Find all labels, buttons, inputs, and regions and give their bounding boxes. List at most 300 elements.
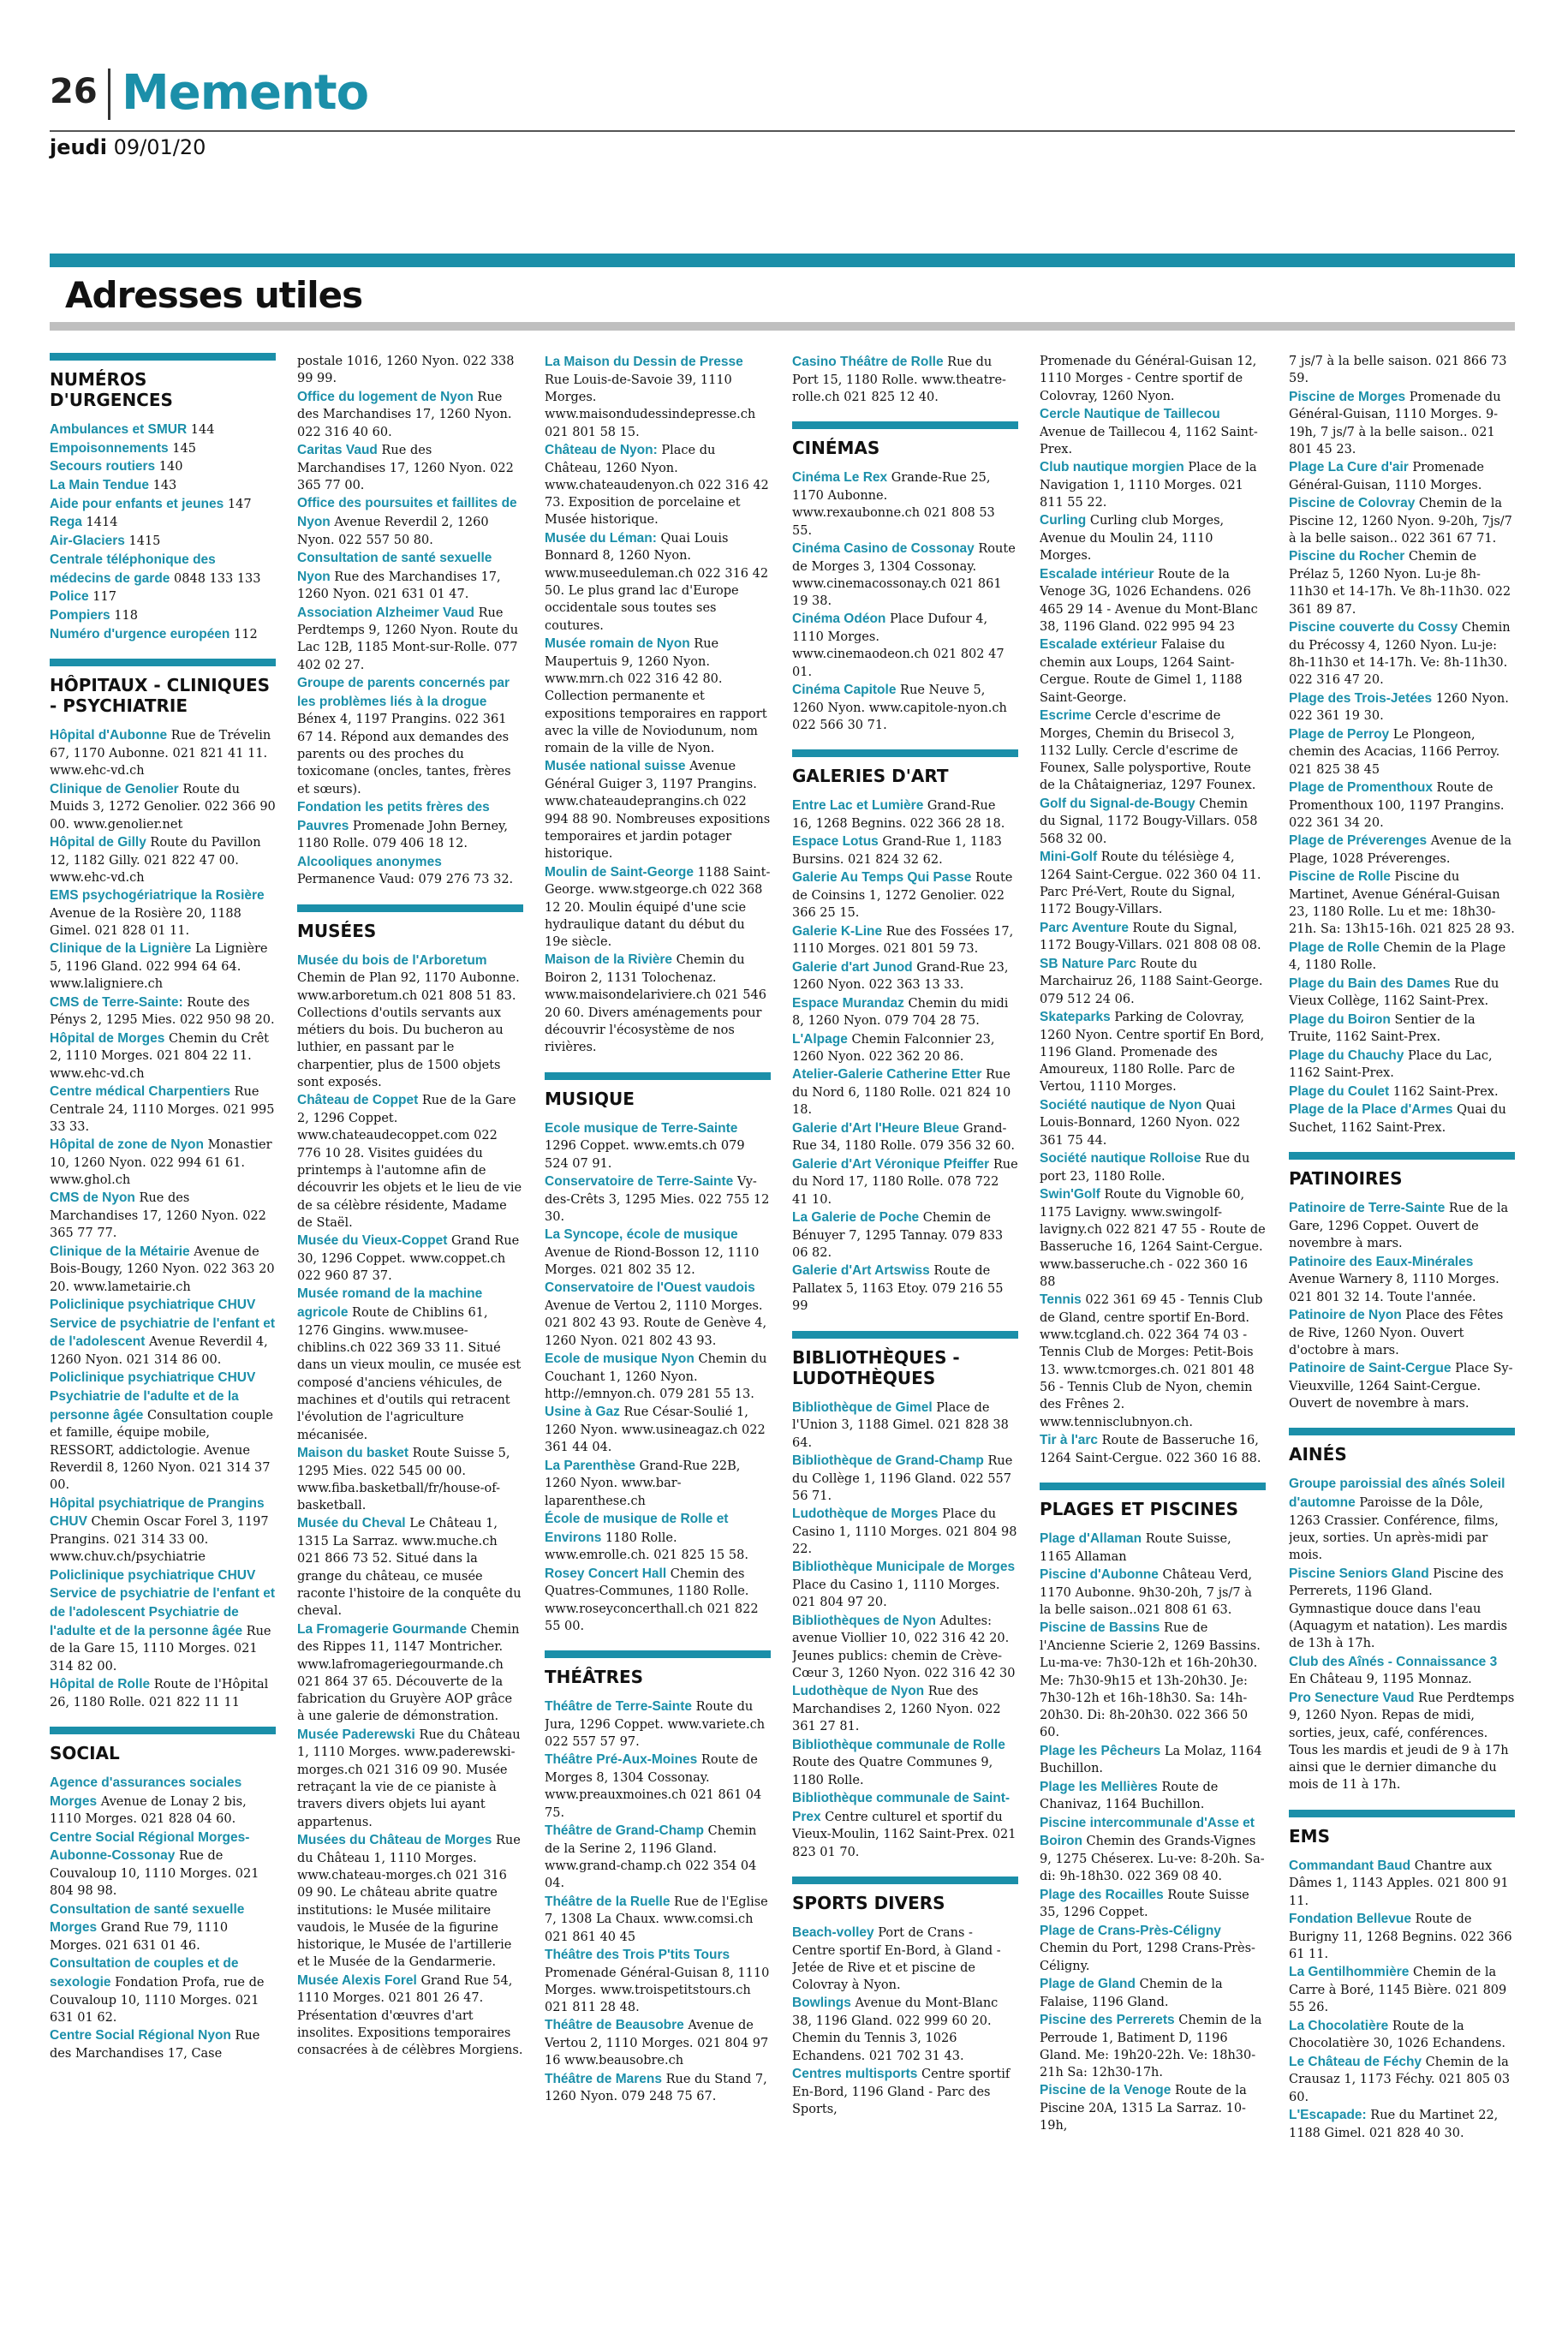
entry-details: Rue Neuve 5, 1260 Nyon. www.capitole-nyon.ch 022 566 30 71. xyxy=(792,683,1007,732)
listing-entry xyxy=(1289,1083,1515,1101)
listing-entry xyxy=(297,1726,523,1831)
entry-details: Chemin du Boiron 2, 1131 Tolochenaz. www.maisondelariviere.ch 021 546 20 60. Divers aménagements pour découvrir l'écosystème de nos rivières. xyxy=(545,953,766,1055)
entry-name: CMS de Terre-Sainte: xyxy=(50,994,183,1010)
entry-details: 145 xyxy=(168,441,196,456)
entry-name: Galerie d'Art l'Heure Bleue xyxy=(792,1120,960,1136)
column-5 xyxy=(1040,353,1266,2314)
listing-entry xyxy=(545,1119,771,1172)
entry-details: Avenue de Lonay 2 bis, 1110 Morges. 021 828 04 60. xyxy=(50,1794,247,1827)
column-4 xyxy=(792,353,1018,2314)
listing-entry xyxy=(545,1946,771,2017)
listing-entry xyxy=(545,1172,771,1226)
category-heading: NUMÉROS D'URGENCES xyxy=(50,353,276,410)
entry-name: SB Nature Parc xyxy=(1040,956,1136,971)
listing-entry xyxy=(792,1208,1018,1262)
listing-entry xyxy=(792,610,1018,681)
entry-details: Rue de la Gare 15, 1110 Morges. 021 314 82 00. xyxy=(50,1624,271,1674)
listing-entry xyxy=(50,1566,276,1675)
entry-name: Curling xyxy=(1040,513,1087,528)
entry-name: Société nautique Rolloise xyxy=(1040,1151,1201,1166)
listing-entry xyxy=(1289,1253,1515,1306)
entry-details: La Molaz, 1164 Buchillon. xyxy=(1040,1744,1262,1776)
entry-name: Swin'Golf xyxy=(1040,1187,1100,1202)
entry-details: Avenue de Riond-Bosson 12, 1110 Morges. 021 802 35 12. xyxy=(545,1245,760,1278)
entry-details: Route de Pallatex 5, 1163 Etoy. 079 216 55 99 xyxy=(792,1264,1004,1314)
header-divider xyxy=(108,69,110,120)
listing-entry xyxy=(297,549,523,604)
entry-name: Ambulances et SMUR xyxy=(50,422,188,437)
entry-details: Chemin de la Crausaz 1, 1173 Féchy. 021 805 03 60. xyxy=(1289,2055,1511,2104)
entry-name: Piscine de Morges xyxy=(1289,389,1406,404)
entry-name: Musée romain de Nyon xyxy=(545,635,690,651)
entry-name: Fondation les petits frères des Pauvres xyxy=(297,799,490,833)
entry-name: Plage les Mellières xyxy=(1040,1779,1158,1794)
entry-name: Bibliothèque de Grand-Champ xyxy=(792,1453,984,1468)
listing-entry xyxy=(792,1399,1018,1452)
entry-name: Hôpital psychiatrique de Prangins CHUV xyxy=(50,1495,265,1530)
listing-entry xyxy=(545,1565,771,1636)
entry-details: 0848 133 133 xyxy=(170,571,261,586)
issue-date xyxy=(50,135,206,159)
entry-details: Chantre aux Dâmes 1, 1143 Apples. 021 800 91 11. xyxy=(1289,1859,1509,1908)
entry-name: Club nautique morgien xyxy=(1040,460,1184,475)
entry-details: Rue des Marchandises 17, 1260 Nyon. 022 316 40 60. xyxy=(297,390,512,439)
entry-name: La Main Tendue xyxy=(50,478,149,493)
entry-name: Policlinique psychiatrique CHUV Service de psychiatrie de l'enfant et de l'adolescent Psychiatrie de l'adulte et de la personne âgée xyxy=(50,1567,275,1638)
entry-name: Caritas Vaud xyxy=(297,442,378,457)
listing-entry xyxy=(50,532,276,551)
entry-details: Rue du Nord 17, 1180 Rolle. 078 722 41 10. xyxy=(792,1157,1018,1207)
entry-details: Rue du Nord 6, 1180 Rolle. 021 824 10 18. xyxy=(792,1068,1011,1118)
listing-entry xyxy=(1289,547,1515,618)
listing-entry xyxy=(1040,458,1266,511)
entry-name: Cinéma Odéon xyxy=(792,612,886,627)
listing-entry xyxy=(1040,353,1266,405)
entry-details: Route de la Piscine 20A, 1315 La Sarraz. 10-19h, xyxy=(1040,2084,1247,2133)
listing-entry xyxy=(1289,1475,1515,1564)
entry-details: Rue du Vieux Collège, 1162 Saint-Prex. xyxy=(1289,976,1499,1009)
entry-name: Théâtre de Grand-Champ xyxy=(545,1823,705,1838)
entry-name: Conservatoire de l'Ouest vaudois xyxy=(545,1280,755,1296)
entry-details: Route de Coinsins 1, 1272 Genolier. 022 366 25 15. xyxy=(792,871,1013,921)
entry-name: Plage de Crans-Près-Céligny xyxy=(1040,1923,1221,1938)
entry-name: Rosey Concert Hall xyxy=(545,1566,667,1581)
entry-details: Grand-Rue 23, 1260 Nyon. 022 363 13 33. xyxy=(792,960,1009,993)
entry-name: Escrime xyxy=(1040,707,1092,723)
listing-entry xyxy=(545,1457,771,1510)
entry-name: Musée Alexis Forel xyxy=(297,1972,417,1988)
entry-name: Pro Senecture Vaud xyxy=(1289,1690,1415,1705)
entry-details: Grand-Rue 1, 1183 Bursins. 021 824 32 62. xyxy=(792,835,1002,867)
entry-name: Aide pour enfants et jeunes xyxy=(50,496,224,511)
listing-entry xyxy=(792,1065,1018,1119)
entry-name: Maison du basket xyxy=(297,1445,409,1460)
entry-name: Groupe paroissial des aînés Soleil d'automne xyxy=(1289,1477,1505,1511)
entry-name: Cinéma Capitole xyxy=(792,683,897,698)
entry-name: Centres multisports xyxy=(792,2066,918,2081)
listing-entry xyxy=(1040,1742,1266,1778)
entry-name: Rega xyxy=(50,515,82,530)
entry-details: Parking de Colovray, 1260 Nyon. Centre sportif En Bord, 1196 Gland. Promenade des Amoureux, 1180 Rolle. Parc de Vertou, 1110 Morges. xyxy=(1040,1010,1265,1095)
entry-name: Le Château de Féchy xyxy=(1289,2054,1422,2069)
listing-entry xyxy=(50,551,276,588)
entry-details: Cercle d'escrime de Morges, Chemin du Brisecol 3, 1132 Lully. Cercle d'escrime de Founex, Salle polysportive, Route de la Châtaigneriaz, 1297 Founex. xyxy=(1040,708,1256,793)
entry-details: Quai Louis-Bonnard, 1260 Nyon. 022 361 75 44. xyxy=(1040,1098,1241,1148)
entry-details: Route du Signal, 1172 Bougy-Villars. 021 808 08 08. xyxy=(1040,921,1261,953)
entry-name: Plage de Préverenges xyxy=(1289,833,1428,849)
entry-details: Promenade Général-Guisan, 1110 Morges. xyxy=(1289,461,1485,492)
category-heading: EMS xyxy=(1289,1810,1515,1847)
entry-name: Escalade extérieur xyxy=(1040,637,1158,653)
entry-name: Policlinique psychiatrique CHUV Service de psychiatrie de l'enfant et de l'adolescent xyxy=(50,1298,275,1350)
listing-entry xyxy=(792,681,1018,734)
entry-name: Secours routiers xyxy=(50,459,156,474)
entry-name: Escalade intérieur xyxy=(1040,566,1154,582)
listing-entry xyxy=(1289,1306,1515,1359)
listing-entry xyxy=(1040,405,1266,458)
listing-entry xyxy=(545,1226,771,1279)
listing-entry xyxy=(792,1736,1018,1789)
entry-details: Promenade John Berney, 1180 Rolle. 079 406 18 12. xyxy=(297,819,508,851)
entry-name: École de musique de Rolle et Environs xyxy=(545,1511,729,1545)
entry-details: Place du Château, 1260 Nyon. www.chateaudenyon.ch 022 316 42 73. Exposition de porcelaine et Musée historique. xyxy=(545,443,769,528)
listing-entry xyxy=(1289,388,1515,459)
category-heading: THÉÂTRES xyxy=(545,1650,771,1687)
entry-name: L'Escapade: xyxy=(1289,2107,1367,2122)
listing-entry xyxy=(792,1505,1018,1558)
entry-name: Musée Paderewski xyxy=(297,1727,415,1742)
entry-name: Atelier-Galerie Catherine Etter xyxy=(792,1067,982,1083)
listing-entry xyxy=(545,1279,771,1350)
entry-details: Route de Burigny 11, 1268 Begnins. 022 366 61 11. xyxy=(1289,1912,1512,1961)
entry-details: Chemin de Prélaz 5, 1260 Nyon. Lu-je 8h-11h30 et 14-17h. Ve 8h-11h30. 022 361 89 87. xyxy=(1289,550,1511,617)
entry-details: Avenue Reverdil 4, 1260 Nyon. 021 314 86 00. xyxy=(50,1335,268,1368)
listing-entry xyxy=(1040,1096,1266,1149)
listing-entry xyxy=(792,1452,1018,1505)
entry-details: 143 xyxy=(148,479,177,493)
entry-details: Rue des Marchandises 17, 1260 Nyon. 022 365 77 77. xyxy=(50,1191,266,1241)
listing-entry xyxy=(1289,1101,1515,1137)
entry-details: Route des Quatre Communes 9, 1180 Rolle. xyxy=(792,1756,993,1787)
entry-name: Musée romand de la machine agricole xyxy=(297,1286,483,1321)
entry-details: Chemin de la Perroude 1, Batiment D, 1196 Gland. Me: 19h20-22h. Ve: 18h30-21h Sa: 12h30-17h. xyxy=(1040,2013,1262,2080)
entry-details: Monastier 10, 1260 Nyon. 022 994 61 61. www.ghol.ch xyxy=(50,1138,272,1188)
entry-details: Piscine du Martinet, Avenue Général-Guisan 23, 1180 Rolle. Lu et me: 18h30-21h. Sa: 13h15-16h. 021 825 28 93. xyxy=(1289,870,1515,937)
listing-entry xyxy=(545,1510,771,1565)
entry-name: Galerie d'art Junod xyxy=(792,959,913,975)
listing-entry xyxy=(1289,494,1515,547)
listing-entry xyxy=(792,958,1018,994)
entry-details: Route de la Venoge 3G, 1026 Echandens. 026 465 29 14 - Avenue du Mont-Blanc 38, 1196 Gland. 022 995 94 23 xyxy=(1040,567,1258,635)
entry-name: Piscine Seniors Gland xyxy=(1289,1566,1429,1581)
listing-entry xyxy=(792,1558,1018,1611)
listing-entry xyxy=(792,1030,1018,1066)
entry-details: Route Suisse, 1165 Allaman xyxy=(1040,1531,1231,1564)
entry-name: La Syncope, école de musique xyxy=(545,1227,738,1243)
listing-entry xyxy=(545,1893,771,1946)
listing-entry xyxy=(297,1514,523,1620)
listing-entry xyxy=(297,494,523,549)
entry-details: Chemin de la Serine 2, 1196 Gland. www.grand-champ.ch 022 354 04 04. xyxy=(545,1823,757,1891)
entry-details: Route de Chanivaz, 1164 Buchillon. xyxy=(1040,1780,1219,1812)
entry-details: Promenade Général-Guisan 8, 1110 Morges. www.troispetitstours.ch 021 811 28 48. xyxy=(545,1966,770,2015)
entry-details: Place du Lac, 1162 Saint-Prex. xyxy=(1289,1048,1493,1081)
entry-name: Patinoire de Terre-Sainte xyxy=(1289,1201,1446,1216)
entry-details: Rue Maupertuis 9, 1260 Nyon. www.mrn.ch 022 316 42 80. Collection permanente et expositions temporaires en rapport avec la ville de Noviodunum, nom romain de la ville de Nyon. xyxy=(545,636,767,756)
listing-entry xyxy=(1040,1530,1266,1566)
listing-entry xyxy=(1289,1565,1515,1653)
issue-date-value: 09/01/20 xyxy=(113,135,206,159)
entry-name: Théâtre de la Ruelle xyxy=(545,1894,671,1909)
listing-entry xyxy=(1040,955,1266,1008)
entry-name: Château de Coppet xyxy=(297,1093,419,1108)
listing-entry xyxy=(50,421,276,439)
listing-entry xyxy=(1289,353,1515,388)
entry-name: Musée du Vieux-Coppet xyxy=(297,1233,448,1249)
listing-entry xyxy=(1289,458,1515,494)
entry-name: Théâtre de Marens xyxy=(545,2071,662,2086)
entry-name: Piscine de Colovray xyxy=(1289,496,1416,511)
listing-entry xyxy=(792,1924,1018,1995)
listing-entry xyxy=(50,726,276,779)
entry-name: Espace Murandaz xyxy=(792,995,904,1011)
listing-entry xyxy=(50,439,276,458)
entry-details: Promenade du Général-Guisan 12, 1110 Morges - Centre sportif de Colovray, 1260 Nyon. xyxy=(1040,355,1257,403)
entry-details: Rue César-Soulié 1, 1260 Nyon. www.usineagaz.ch 022 361 44 04. xyxy=(545,1405,766,1455)
entry-details: Chemin du Couchant 1, 1260 Nyon. http://emnyon.ch. 079 281 55 13. xyxy=(545,1352,767,1402)
entry-details: Grand-Rue 22B, 1260 Nyon. www.bar-laparenthese.ch xyxy=(545,1459,741,1508)
entry-details: Rue des Marchandises 17, 1260 Nyon. 021 631 01 47. xyxy=(297,570,501,602)
entry-name: Château de Nyon: xyxy=(545,442,658,457)
entry-details: Place des Fêtes de Rive, 1260 Nyon. Ouvert d'octobre à mars. xyxy=(1289,1308,1504,1357)
entry-details: Rue du Stand 7, 1260 Nyon. 079 248 75 67. xyxy=(545,2072,767,2104)
entry-details: Grand-Rue 16, 1268 Begnins. 022 366 28 18. xyxy=(792,799,1005,831)
entry-details: 1414 xyxy=(81,516,118,530)
listing-entry xyxy=(1289,725,1515,779)
listing-entry xyxy=(1289,2017,1515,2053)
page-number: 26 xyxy=(50,72,98,111)
entry-details: Route du Marchairuz 26, 1188 Saint-George. 079 512 24 06. xyxy=(1040,957,1263,1006)
entry-details: Chemin de la Falaise, 1196 Gland. xyxy=(1040,1977,1223,2009)
entry-name: La Parenthèse xyxy=(545,1458,635,1473)
entry-name: Bibliothèque communale de Saint-Prex xyxy=(792,1790,1011,1824)
entry-details: Rue de Trévelin 67, 1170 Aubonne. 021 821 41 11. www.ehc-vd.ch xyxy=(50,729,271,779)
listing-entry xyxy=(1289,779,1515,832)
entry-details: Grand Rue 30, 1296 Coppet. www.coppet.ch 022 960 87 37. xyxy=(297,1234,520,1284)
entry-details: Place Dufour 4, 1110 Morges. www.cinemaodeon.ch 021 802 47 01. xyxy=(792,612,1005,679)
category-heading: PATINOIRES xyxy=(1289,1152,1515,1189)
entry-name: Piscine intercommunale d'Asse et Boiron xyxy=(1040,1815,1255,1849)
entry-name: Plage de la Place d'Armes xyxy=(1289,1102,1453,1118)
entry-details: Rue du Martinet 22, 1188 Gimel. 021 828 40 30. xyxy=(1289,2108,1499,2140)
entry-details: Chemin du Port, 1298 Crans-Près-Céligny. xyxy=(1040,1942,1255,1973)
entry-details: Vy-des-Crêts 3, 1295 Mies. 022 755 12 30. xyxy=(545,1174,770,1224)
entry-name: Plage du Chauchy xyxy=(1289,1047,1404,1063)
entry-name: Agence d'assurances sociales Morges xyxy=(50,1775,242,1809)
column-1 xyxy=(50,353,276,2314)
listing-entry xyxy=(792,2065,1018,2118)
entry-details: Chemin de Plan 92, 1170 Aubonne. www.arboretum.ch 021 808 51 83. Collections d'outils servants aux métiers du bois. Du bucheron au luthier, en passant par le charpentier, plus de 1500 objets sont exposés. xyxy=(297,971,520,1090)
category-heading: SOCIAL xyxy=(50,1727,276,1763)
entry-name: Fondation Bellevue xyxy=(1289,1912,1411,1927)
entry-details: Place du Casino 1, 1110 Morges. 021 804 97 20. xyxy=(792,1578,1000,1610)
entry-details: Port de Crans - Centre sportif En-Bord, à Gland - Jetée de Rive et et piscine de Colovray à Nyon. xyxy=(792,1925,1001,1993)
entry-details: Château Verd, 1170 Aubonne. 9h30-20h, 7 js/7 à la belle saison..021 808 61 63. xyxy=(1040,1567,1253,1617)
entry-details: Chemin de la Plage 4, 1180 Rolle. xyxy=(1289,940,1506,973)
entry-details: 147 xyxy=(224,497,252,511)
entry-name: La Fromagerie Gourmande xyxy=(297,1621,468,1637)
entry-details: Rue du Château 1, 1110 Morges. www.paderewski-morges.ch 021 316 09 90. Musée retraçant la vie de ce pianiste à travers divers objets lui ayant appartenus. xyxy=(297,1727,521,1829)
entry-details: Rue de la Gare, 1296 Coppet. Ouvert de novembre à mars. xyxy=(1289,1202,1509,1251)
entry-details: Rue des Fossées 17, 1110 Morges. 021 801 59 73. xyxy=(792,924,1014,957)
entry-details: Permanence Vaud: 079 276 73 32. xyxy=(297,873,514,887)
entry-name: Entre Lac et Lumière xyxy=(792,798,924,814)
listing-entry xyxy=(1040,2081,1266,2134)
listing-entry xyxy=(50,886,276,940)
entry-name: Commandant Baud xyxy=(1289,1858,1411,1873)
entry-name: Hôpital d'Aubonne xyxy=(50,728,168,743)
listing-entry xyxy=(297,604,523,675)
entry-details: Route de l'Hôpital 26, 1180 Rolle. 021 822 11 11 xyxy=(50,1677,269,1709)
listing-entry xyxy=(50,1774,276,1829)
category-heading: MUSÉES xyxy=(297,904,523,941)
listing-entry xyxy=(50,1083,276,1136)
header-rule xyxy=(50,130,1515,132)
listing-entry xyxy=(1040,1149,1266,1185)
entry-name: Hôpital de Rolle xyxy=(50,1676,151,1692)
listing-entry xyxy=(545,1698,771,1751)
entry-details: Avenue du Mont-Blanc 38, 1196 Gland. 022 999 60 20. Chemin du Tennis 3, 1026 Echandens. 021 702 31 43. xyxy=(792,1996,999,2063)
entry-details: Rue de l'Ancienne Scierie 2, 1269 Bassins. Lu-ma-ve: 7h30-12h et 16h-20h30. Me: 7h30-9h15 et 13h-20h30. Je: 7h30-12h et 16h-18h30. Sa: 14h-20h30. Di: 8h-20h30. 022 366 50 60. xyxy=(1040,1621,1261,1740)
entry-details: Rue du Collège 1, 1196 Gland. 022 557 56 71. xyxy=(792,1453,1013,1503)
entry-details: Centre sportif En-Bord, 1196 Gland - Parc des Sports, xyxy=(792,2067,1011,2116)
entry-name: Bibliothèque Municipale de Morges xyxy=(792,1560,1016,1575)
entry-details: 1415 xyxy=(124,534,161,549)
entry-name: Maison de la Rivière xyxy=(545,952,673,968)
column-2 xyxy=(297,353,523,2314)
entry-details: 7 js/7 à la belle saison. 021 866 73 59. xyxy=(1289,355,1507,386)
listing-entry xyxy=(297,1620,523,1726)
listing-entry xyxy=(1040,707,1266,795)
entry-details: Chemin de Bénuyer 7, 1295 Tannay. 079 833 06 82. xyxy=(792,1211,1004,1261)
entry-name: Espace Lotus xyxy=(792,834,879,850)
listing-entry xyxy=(297,388,523,441)
listing-entry xyxy=(297,1091,523,1232)
listing-entry xyxy=(50,606,276,625)
entry-name: Théâtre Pré-Aux-Moines xyxy=(545,1752,698,1768)
entry-details: 1162 Saint-Prex. xyxy=(1389,1084,1499,1099)
entry-name: Galerie d'Art Véronique Pfeiffer xyxy=(792,1156,990,1172)
listing-entry xyxy=(297,798,523,853)
entry-name: Piscine de Rolle xyxy=(1289,869,1391,885)
entry-details: Route du Vignoble 60, 1175 Lavigny. www.swingolf-lavigny.ch 022 821 47 55 - Route de Basseruche 16, 1264 Saint-Cergue. www.basseruche.ch - 022 360 16 88 xyxy=(1040,1188,1266,1289)
listing-entry xyxy=(1289,689,1515,725)
entry-details: Route de Morges 3, 1304 Cossonay. www.cinemacossonay.ch 021 861 19 38. xyxy=(792,541,1016,609)
entry-name: Skateparks xyxy=(1040,1009,1111,1024)
entry-details: Avenue de Vertou 2, 1110 Morges. 021 802 43 93. Route de Genève 4, 1260 Nyon. 021 802 43 93. xyxy=(545,1299,767,1348)
entry-details: Promenade du Général-Guisan, 1110 Morges. 9-19h, 7 js/7 à la belle saison.. 021 801 45 23. xyxy=(1289,390,1501,456)
listing-entry xyxy=(50,457,276,476)
entry-name: Ludothèque de Morges xyxy=(792,1507,939,1522)
entry-name: Cercle Nautique de Taillecou xyxy=(1040,406,1220,421)
entry-details: 1296 Coppet. www.emts.ch 079 524 07 91. xyxy=(545,1139,745,1171)
listing-entry xyxy=(1040,565,1266,636)
listing-entry xyxy=(545,1751,771,1822)
entry-name: Empoisonnements xyxy=(50,440,169,456)
listing-entry xyxy=(50,476,276,495)
listing-entry xyxy=(1289,868,1515,939)
entry-details: Route du Jura, 1296 Coppet. www.varietе.ch 022 557 57 97. xyxy=(545,1700,766,1750)
entry-details: Rue de la Gare 2, 1296 Coppet. www.chateaudecoppet.com 022 776 10 28. Visites guidées du printemps à l'automne afin de découvrir les objets et le lieu de vie de sa célèbre résidente, Madame de Staël. xyxy=(297,1094,522,1230)
listing-entry xyxy=(792,540,1018,611)
entry-name: Patinoire de Saint-Cergue xyxy=(1289,1361,1452,1376)
entry-details: Avenue Reverdil 2, 1260 Nyon. 022 557 50 80. xyxy=(297,515,489,547)
entry-name: Policlinique psychiatrique CHUV Psychiatrie de l'adulte et de la personne âgée xyxy=(50,1370,256,1423)
entry-name: Golf du Signal-de-Bougy xyxy=(1040,796,1195,811)
entry-details: Route de la Chocolatière 30, 1026 Echandens. xyxy=(1289,2019,1505,2051)
entry-details: 112 xyxy=(230,627,258,641)
listing-entry xyxy=(297,1285,523,1443)
listing-entry xyxy=(50,993,276,1029)
entry-name: Air-Glaciers xyxy=(50,534,125,549)
listing-entry xyxy=(50,1829,276,1900)
entry-details: Rue Centrale 24, 1110 Morges. 021 995 33 33. xyxy=(50,1084,275,1134)
entry-details: Paroisse de la Dôle, 1263 Crassier. Conférence, films, jeux, sorties. Un après-midi par mois. xyxy=(1289,1496,1499,1563)
entry-details: Fondation Profa, rue de Couvaloup 10, 1110 Morges. 021 631 01 62. xyxy=(50,1975,265,2025)
entry-details: Route des Pénys 2, 1295 Mies. 022 950 98 20. xyxy=(50,995,275,1028)
listing-entry xyxy=(50,1954,276,2026)
section-band-bottom xyxy=(50,322,1515,331)
entry-details: Quai du Suchet, 1162 Saint-Prex. xyxy=(1289,1103,1506,1136)
listing-entry xyxy=(50,1900,276,1955)
entry-name: Piscine couverte du Cossy xyxy=(1289,620,1458,635)
entry-details: Chemin de la Piscine 12, 1260 Nyon. 9-20h, 7js/7 à la belle saison.. 022 361 67 71. xyxy=(1289,497,1512,546)
entry-name: Groupe de parents concernés par les problèmes liés à la drogue xyxy=(297,676,510,709)
entry-name: Musée du Cheval xyxy=(297,1516,406,1531)
listing-entry xyxy=(792,1612,1018,1683)
entry-name: Piscine du Rocher xyxy=(1289,549,1405,564)
entry-name: Bibliothèque de Gimel xyxy=(792,1399,933,1415)
listing-entry xyxy=(545,863,771,952)
entry-name: La Maison du Dessin de Presse xyxy=(545,355,743,369)
entry-details: Avenue de Bois-Bougy, 1260 Nyon. 022 363 20 20. www.lametairie.ch xyxy=(50,1244,275,1294)
entry-name: Tennis xyxy=(1040,1292,1082,1308)
entry-details: postale 1016, 1260 Nyon. 022 338 99 99. xyxy=(297,355,515,386)
listing-entry xyxy=(1289,1011,1515,1047)
entry-name: Centre médical Charpentiers xyxy=(50,1083,231,1099)
entry-details: Avenue Warnery 8, 1110 Morges. 021 801 32 14. Toute l'année. xyxy=(1289,1273,1499,1304)
entry-details: Sentier de la Truite, 1162 Saint-Prex. xyxy=(1289,1012,1476,1045)
entry-name: Hôpital de zone de Nyon xyxy=(50,1137,204,1153)
entry-details: 022 361 69 45 - Tennis Club de Gland, centre sportif En-Bord. www.tcgland.ch. 022 364 74 03 - Tennis Club de Morges: Petit-Bois 13. www.tcmorges.ch. 021 801 48 56 - Tennis Club de Nyon, chemin des Frênes 2. www.tennisclubnyon.ch. xyxy=(1040,1293,1263,1429)
section-band-top xyxy=(50,254,1515,267)
listing-entry xyxy=(1040,511,1266,564)
entry-name: Cinéma Casino de Cossonay xyxy=(792,540,975,556)
listing-entry xyxy=(297,441,523,494)
entry-details: 1188 Saint-George. www.stgeorge.ch 022 368 12 20. Moulin équipé d'une scie hydraulique datant du début du 19e siècle. xyxy=(545,865,771,950)
entry-name: L'Alpage xyxy=(792,1031,848,1047)
listing-entry xyxy=(50,1296,276,1369)
listing-entry xyxy=(792,797,1018,832)
entry-name: Tir à l'arc xyxy=(1040,1432,1099,1447)
entry-details: Avenue Général Guiger 3, 1197 Prangins. www.chateaudeprangins.ch 022 994 88 90. Nombreuses expositions temporaires et jardin potager historique. xyxy=(545,760,771,862)
entry-name: Musée du bois de l'Arboretum xyxy=(297,952,487,968)
category-heading: BIBLIOTHÈQUES - LUDOTHÈQUES xyxy=(792,1331,1018,1388)
entry-details: Route de Promenthoux 100, 1197 Prangins. 022 361 34 20. xyxy=(1289,780,1505,830)
entry-name: Clinique de Genolier xyxy=(50,781,179,797)
listing-entry xyxy=(50,940,276,993)
entry-name: Plage du Coulet xyxy=(1289,1083,1390,1099)
